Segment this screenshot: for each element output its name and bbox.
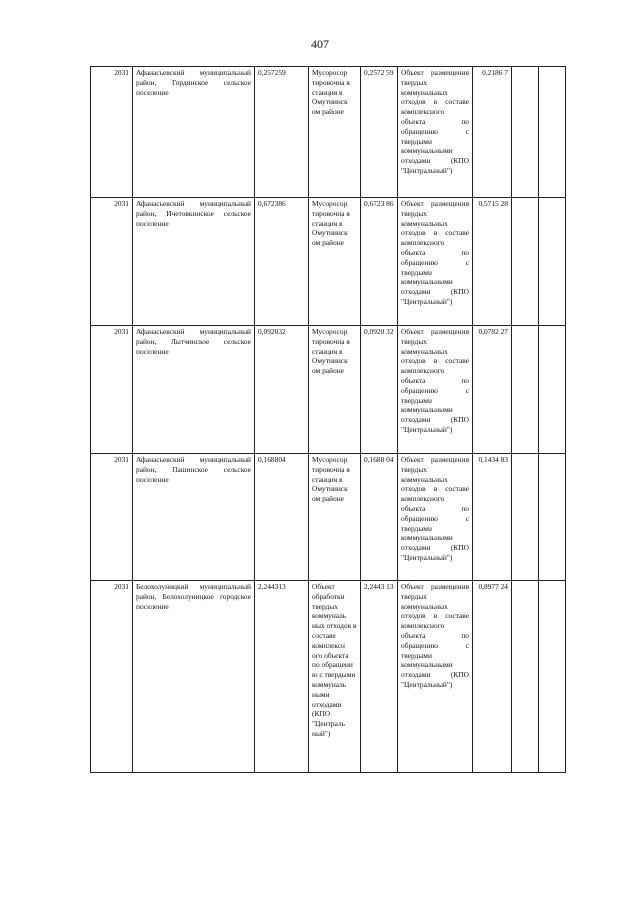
facility-volume-cell: 2,2443 13 <box>361 581 398 773</box>
year-cell: 2031 <box>91 581 133 773</box>
table-row <box>91 198 566 326</box>
municipality-cell: Афанасьевский муниципальный район, Лытчинское сельское поселение <box>133 326 255 454</box>
facility-volume-cell: 0,6723 86 <box>361 198 398 326</box>
waste-flow-table <box>90 66 566 773</box>
facility-cell: Мусоросор тировочна я станция в Омутнинск ом районе <box>309 67 361 198</box>
object-volume-cell: 0,1434 83 <box>473 454 512 581</box>
table-row <box>91 67 566 198</box>
object-volume-cell: 0,2186 7 <box>473 67 512 198</box>
object-volume-cell: 0,8977 24 <box>473 581 512 773</box>
year-cell: 2031 <box>91 326 133 454</box>
municipality-cell: Афанасьевский муниципальный район, Пашинское сельское поселение <box>133 454 255 581</box>
volume-cell: 0,092032 <box>255 326 309 454</box>
empty-cell <box>539 67 566 198</box>
year-cell: 2031 <box>91 198 133 326</box>
empty-cell <box>512 326 539 454</box>
facility-volume-cell: 0,0920 32 <box>361 326 398 454</box>
facility-cell: Объект обработки твердых коммуналь ных отходов в составе комплексн ого объекта по обращени ю с твердыми коммуналь ными отходами (КПО "Централь ный") <box>309 581 361 773</box>
empty-cell <box>539 454 566 581</box>
year-cell: 2031 <box>91 67 133 198</box>
facility-cell: Мусоросор тировочна я станция в Омутнинск ом районе <box>309 326 361 454</box>
object-cell: Объект размещения твердых коммунальных отходов в составе комплексного объекта по обращению с твердыми коммунальными отходами (КПО "Центральный") <box>398 454 473 581</box>
municipality-cell: Афанасьевский муниципальный район, Гординское сельское поселение <box>133 67 255 198</box>
object-cell: Объект размещения твердых коммунальных отходов в составе комплексного объекта по обращению с твердыми коммунальными отходами (КПО "Центральный") <box>398 581 473 773</box>
empty-cell <box>539 581 566 773</box>
empty-cell <box>512 581 539 773</box>
page-number: 407 <box>311 37 329 51</box>
table-row <box>91 326 566 454</box>
table-row <box>91 454 566 581</box>
volume-cell: 0,168804 <box>255 454 309 581</box>
municipality-cell: Белохолуницкий муниципальный район, Белохолуницкое городское поселение <box>133 581 255 773</box>
facility-cell: Мусоросор тировочна я станция в Омутнинск ом районе <box>309 454 361 581</box>
empty-cell <box>512 198 539 326</box>
object-cell: Объект размещения твердых коммунальных отходов в составе комплексного объекта по обращению с твердыми коммунальными отходами (КПО "Центральный") <box>398 67 473 198</box>
volume-cell: 0,672386 <box>255 198 309 326</box>
object-cell: Объект размещения твердых коммунальных отходов в составе комплексного объекта по обращению с твердыми коммунальными отходами (КПО "Центральный") <box>398 198 473 326</box>
municipality-cell: Афанасьевский муниципальный район, Ичетовкинское сельское поселение <box>133 198 255 326</box>
object-volume-cell: 0,0782 27 <box>473 326 512 454</box>
volume-cell: 2,244313 <box>255 581 309 773</box>
object-cell: Объект размещения твердых коммунальных отходов в составе комплексного объекта по обращению с твердыми коммунальными отходами (КПО "Центральный") <box>398 326 473 454</box>
empty-cell <box>539 326 566 454</box>
facility-volume-cell: 0,2572 59 <box>361 67 398 198</box>
table-row <box>91 581 566 773</box>
facility-volume-cell: 0,1688 04 <box>361 454 398 581</box>
facility-cell: Мусоросор тировочна я станция в Омутнинск ом районе <box>309 198 361 326</box>
empty-cell <box>539 198 566 326</box>
table-body <box>91 67 566 773</box>
empty-cell <box>512 67 539 198</box>
empty-cell <box>512 454 539 581</box>
object-volume-cell: 0,5715 28 <box>473 198 512 326</box>
volume-cell: 0,257259 <box>255 67 309 198</box>
year-cell: 2031 <box>91 454 133 581</box>
